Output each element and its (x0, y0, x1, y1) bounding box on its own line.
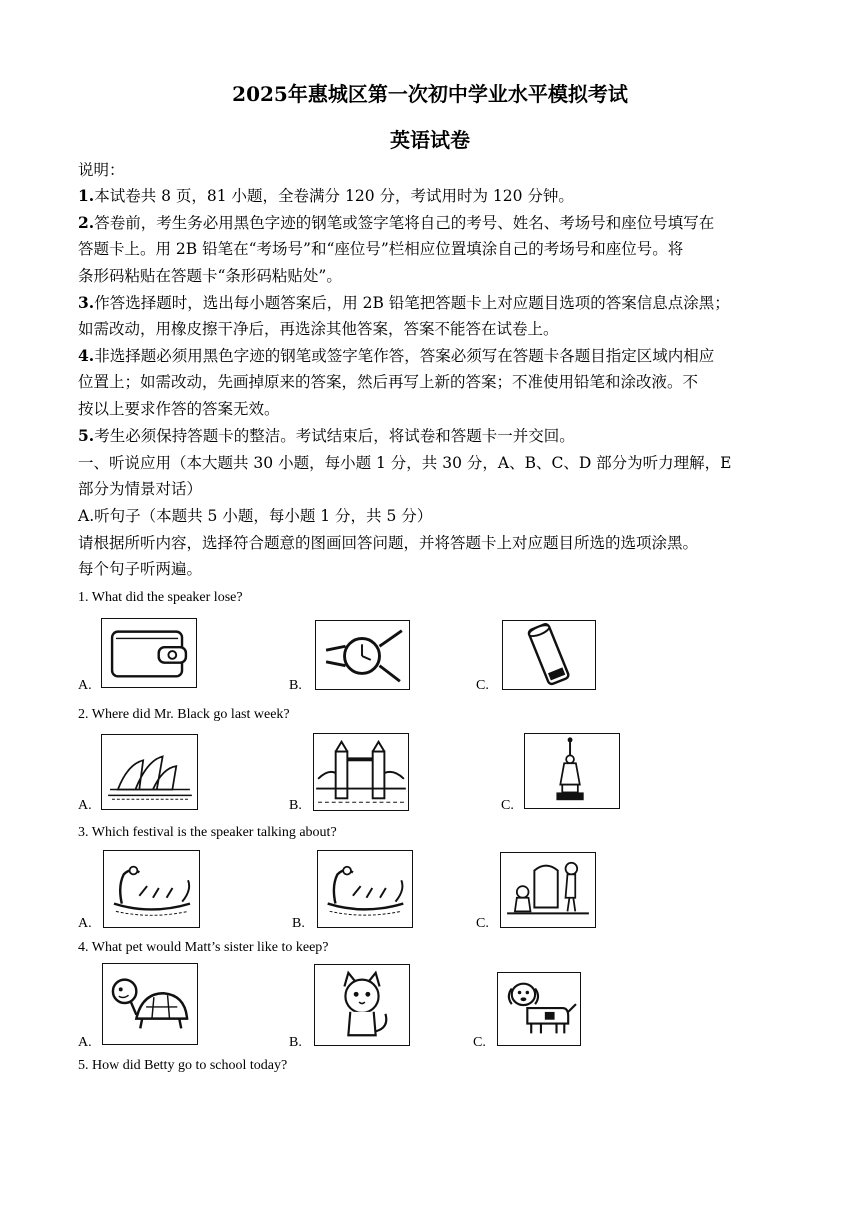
sydney-opera-house-icon[interactable] (101, 734, 198, 810)
option-1a-label[interactable]: A. (78, 678, 92, 693)
option-3b-label[interactable]: B. (292, 916, 305, 931)
option-4b-label[interactable]: B. (289, 1035, 302, 1050)
tower-bridge-icon[interactable] (313, 733, 409, 811)
exam-title: 2025年惠城区第一次初中学业水平模拟考试 (232, 82, 628, 106)
instruction-1: 1.本试卷共 8 页，81 小题，全卷满分 120 分，考试用时为 120 分钟。 (78, 186, 574, 205)
instruction-3-line-2: 如需改动，用橡皮擦干净后，再选涂其他答案，答案不能答在试卷上。 (78, 320, 559, 338)
dog-icon[interactable] (497, 972, 581, 1046)
question-2: 2. Where did Mr. Black go last week? (78, 707, 290, 722)
option-1c-label[interactable]: C. (476, 678, 489, 693)
directions-line-2: 每个句子听两遍。 (78, 560, 203, 578)
instruction-2-line-2: 答题卡上。用 2B 铅笔在“考场号”和“座位号”栏相应位置填涂自己的考场号和座位号。将 (78, 240, 684, 258)
dragon-boat-icon[interactable] (103, 850, 200, 928)
tomb-sweeping-icon[interactable] (500, 852, 596, 928)
instruction-3-line-1: 3.作答选择题时，选出每小题答案后，用 2B 铅笔把答题卡上对应题目选项的答案信息点涂黑； (78, 293, 730, 312)
wallet-icon[interactable] (101, 618, 197, 688)
part-a-title: A.听句子（本题共 5 小题，每小题 1 分，共 5 分） (78, 507, 433, 525)
section-one-title-line-1: 一、听说应用（本大题共 30 小题，每小题 1 分，共 30 分，A、B、C、D 部分为听力理解，E (78, 454, 732, 472)
instruction-4-line-2: 位置上；如需改动，先画掉原来的答案，然后再写上新的答案；不准使用铅笔和涂改液。不 (78, 373, 699, 391)
glue-stick-icon[interactable] (502, 620, 596, 690)
question-1: 1. What did the speaker lose? (78, 590, 243, 605)
option-2a-label[interactable]: A. (78, 798, 92, 813)
instructions-heading: 说明： (78, 161, 125, 179)
option-4c-label[interactable]: C. (473, 1035, 486, 1050)
option-2b-label[interactable]: B. (289, 798, 302, 813)
section-one-title-line-2: 部分为情景对话） (78, 480, 203, 498)
statue-of-liberty-icon[interactable] (524, 733, 620, 809)
cat-icon[interactable] (314, 964, 410, 1046)
option-4a-label[interactable]: A. (78, 1035, 92, 1050)
option-3c-label[interactable]: C. (476, 916, 489, 931)
wristwatch-icon[interactable] (315, 620, 410, 690)
instruction-2-line-1: 2.答卷前，考生务必用黑色字迹的钢笔或签字笔将自己的考号、姓名、考场号和座位号填写在 (78, 213, 715, 232)
option-1b-label[interactable]: B. (289, 678, 302, 693)
dragon-boat-icon[interactable] (317, 850, 413, 928)
instruction-2-line-3: 条形码粘贴在答题卡“条形码粘贴处”。 (78, 267, 342, 285)
question-3: 3. Which festival is the speaker talking about? (78, 825, 337, 840)
question-4: 4. What pet would Matt’s sister like to keep? (78, 940, 329, 955)
option-2c-label[interactable]: C. (501, 798, 514, 813)
option-3a-label[interactable]: A. (78, 916, 92, 931)
instruction-4-line-3: 按以上要求作答的答案无效。 (78, 400, 280, 418)
directions-line-1: 请根据所听内容，选择符合题意的图画回答问题，并将答题卡上对应题目所选的选项涂黑。 (78, 534, 699, 552)
instruction-4-line-1: 4.非选择题必须用黑色字迹的钢笔或签字笔作答，答案必须写在答题卡各题目指定区域内相应 (78, 346, 715, 365)
exam-subtitle: 英语试卷 (390, 128, 470, 152)
question-5: 5. How did Betty go to school today? (78, 1058, 288, 1073)
tortoise-icon[interactable] (102, 963, 198, 1045)
instruction-5: 5.考生必须保持答题卡的整洁。考试结束后，将试卷和答题卡一并交回。 (78, 426, 575, 445)
